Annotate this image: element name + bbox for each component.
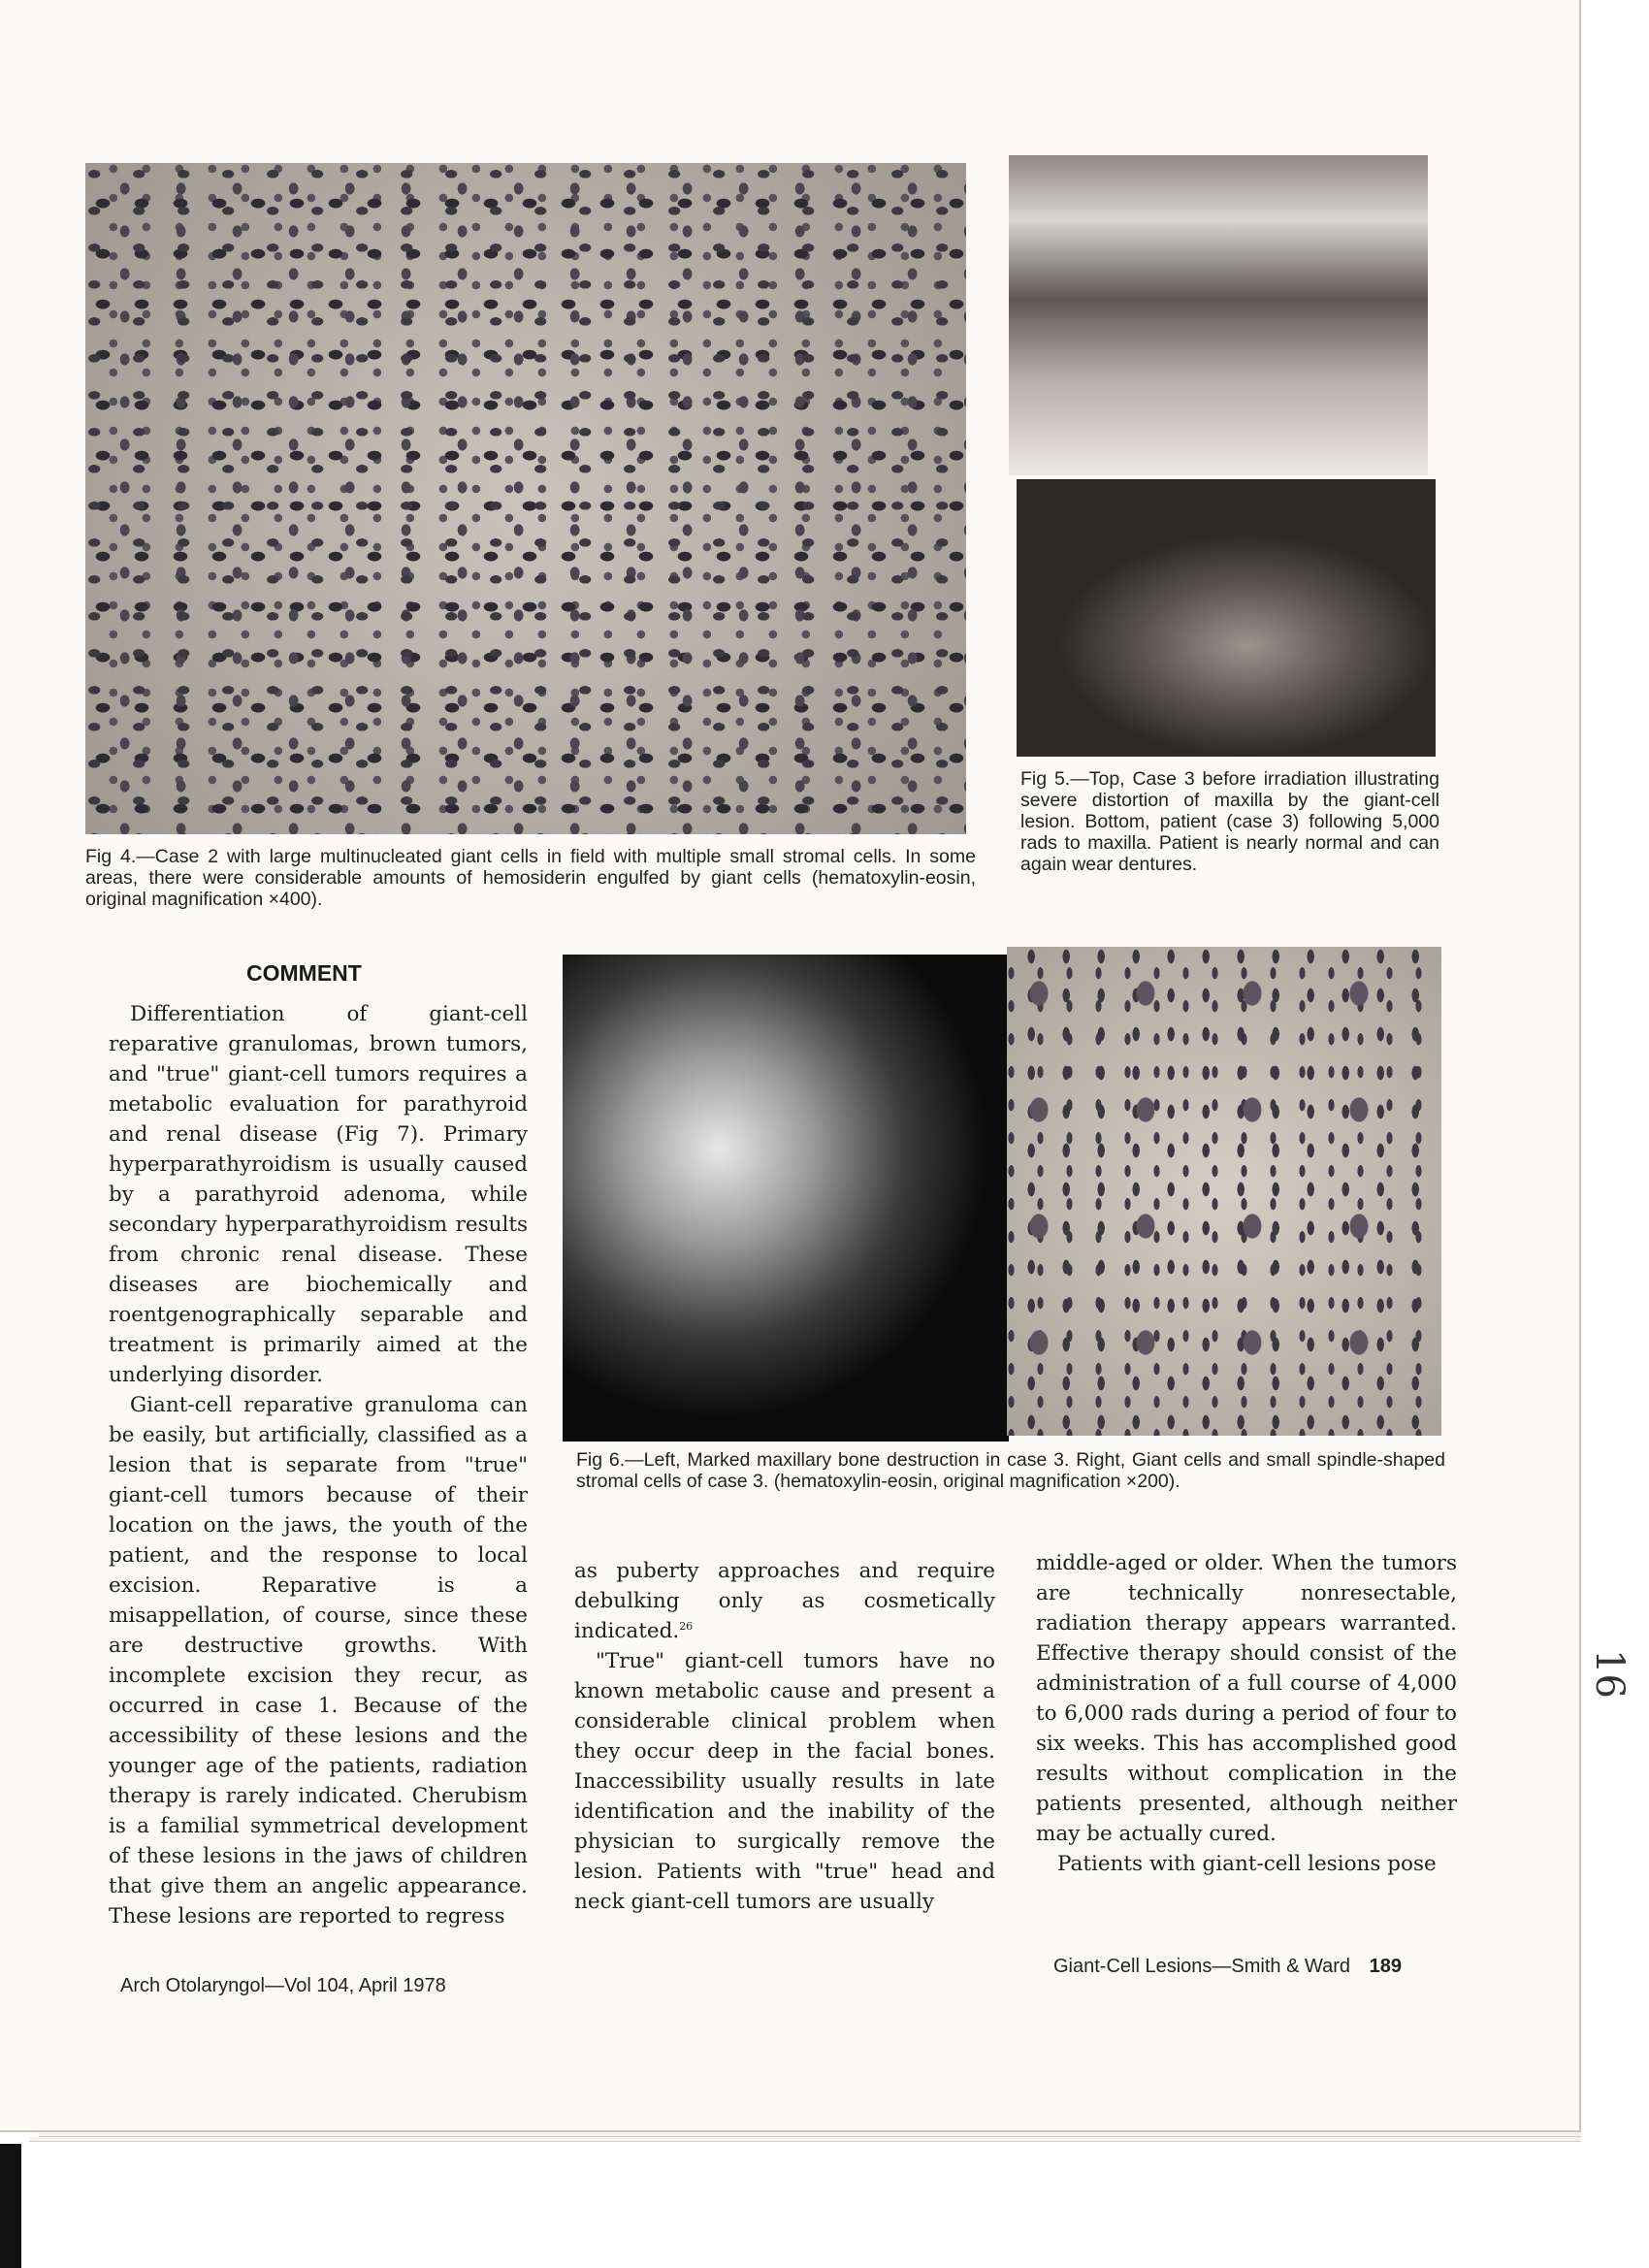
article-column-1 xyxy=(109,999,528,1931)
fig6-histology-image xyxy=(1007,947,1441,1436)
fig4-caption: Fig 4.—Case 2 with large multinucleated giant cells in field with multiple small stromal cells. In some areas, there were considerable amounts of hemosiderin engulfed by giant cells (hematoxylin-eosin, original magnification ×400). xyxy=(85,846,976,910)
article-column-2 xyxy=(574,1556,995,1917)
reference-superscript: 26 xyxy=(679,1619,694,1633)
column1-paragraph-1: Differentiation of giant-cell reparative granulomas, brown tumors, and "true" giant-cell tumors requires a metabolic evaluation for parathyroid and renal disease (Fig 7). Primary hyperparathyroidism is usually caused by a parathyroid adenoma, while secondary hyperparathyroidism results from chronic renal disease. These diseases are biochemically and roentgenographically separable and treatment is primarily aimed at the underlying disorder. xyxy=(109,1002,528,1387)
column1-paragraph-2: Giant-cell reparative granuloma can be easily, but artificially, classified as a lesion that is separate from "true" giant-cell tumors because of their location on the jaws, the youth of the patient, and the response to local excision. Reparative is a misappellation, of course, since these are destructive growths. With incomplete excision they recur, as occurred in case 1. Because of the accessibility of these lesions and the younger age of the patients, radiation therapy is rarely indicated. Cherubism is a familial symmetrical development of these lesions in the jaws of children that give them an angelic appearance. These lesions are reported to regress xyxy=(109,1393,528,1928)
column2-paragraph-1-text: as puberty approaches and require debulking only as cosmetically indicated. xyxy=(574,1559,995,1643)
footer-journal-citation: Arch Otolaryngol—Vol 104, April 1978 xyxy=(120,1975,446,1996)
page-stack-edge xyxy=(29,2137,1581,2142)
handwritten-margin-mark: 16 xyxy=(1587,1649,1632,1699)
page-number: 189 xyxy=(1369,1956,1402,1977)
column2-paragraph-1 xyxy=(574,1556,995,1646)
binder-edge xyxy=(0,2144,21,2268)
column3-paragraph-1: middle-aged or older. When the tumors are technically nonresectable, radiation therapy appears warranted. Effective therapy should consist of the administration of a full course of 4,000 to 6,000 rads during a period of four to six weeks. This has accomplished good results without complication in the patients presented, although neither may be actually cured. xyxy=(1036,1551,1457,1846)
footer-running-title-text: Giant-Cell Lesions—Smith & Ward xyxy=(1053,1956,1351,1977)
footer-running-title xyxy=(1053,1956,1402,1978)
fig6-caption: Fig 6.—Left, Marked maxillary bone destruction in case 3. Right, Giant cells and small spindle-shaped stromal cells of case 3. (hematoxylin-eosin, original magnification ×200). xyxy=(576,1449,1445,1492)
fig5-caption: Fig 5.—Top, Case 3 before irradiation illustrating severe distortion of maxilla by the giant-cell lesion. Bottom, patient (case 3) following 5,000 rads to maxilla. Patient is nearly normal and can again wear dentures. xyxy=(1020,768,1439,875)
fig6-xray-image xyxy=(563,955,1009,1442)
column2-paragraph-2: "True" giant-cell tumors have no known metabolic cause and present a considerable clinical problem when they occur deep in the facial bones. Inaccessibility usually results in late identification and the inability of the physician to surgically remove the lesion. Patients with "true" head and neck giant-cell tumors are usually xyxy=(574,1649,995,1914)
fig5-top-photo xyxy=(1009,155,1428,475)
article-column-3 xyxy=(1036,1548,1457,1879)
comment-heading: COMMENT xyxy=(246,960,362,986)
fig5-bottom-photo xyxy=(1017,479,1436,757)
column3-paragraph-2: Patients with giant-cell lesions pose xyxy=(1057,1852,1437,1876)
fig4-histology-image xyxy=(85,163,966,834)
